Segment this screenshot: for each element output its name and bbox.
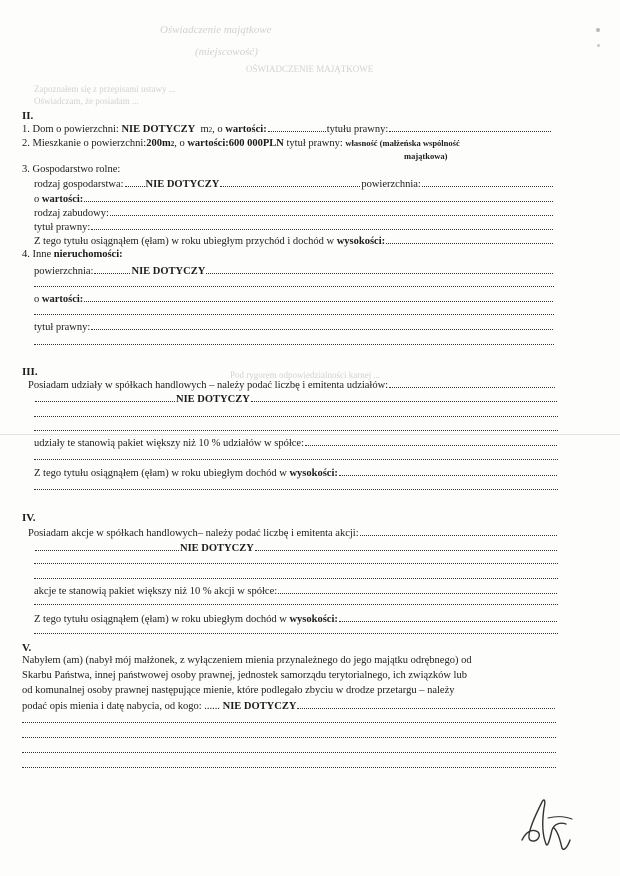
- section-heading-2: II.: [22, 110, 34, 122]
- blank-line: [34, 286, 554, 287]
- acquisition-text-line3: od komunalnej osoby prawnej następujące mienie, które podlegało zbyciu w drodze przetargu – należy: [22, 685, 455, 696]
- stocks-income-row: Z tego tytułu osiągnąłem (ęłam) w roku ubiegłym dochód w wysokości:: [34, 612, 558, 626]
- shares-question: Posiadam udziały w spółkach handlowych – należy podać liczbę i emitenta udziałów:: [28, 378, 556, 392]
- blank-line: [34, 459, 558, 460]
- blank-line: [22, 737, 556, 738]
- bleed-through-text: Zapoznałem się z przepisami ustawy ...: [34, 84, 176, 94]
- acquisition-text-line2: Skarbu Państwa, innej państwowej osoby prawnej, jednostek samorządu terytorialnego, ich związków lub: [22, 670, 467, 681]
- farm-buildings-row: rodzaj zabudowy:: [34, 206, 554, 220]
- blank-line: [34, 578, 558, 579]
- other-property-heading: 4. Inne nieruchomości:: [22, 249, 123, 260]
- other-property-area-row: powierzchnia: NIE DOTYCZY: [34, 264, 554, 278]
- bleed-through-text: Oświadczam, że posiadam ...: [34, 96, 139, 106]
- bleed-through-text: (miejscowość): [195, 46, 258, 58]
- bleed-through-text: Pod rygorem odpowiedzialności karnej ...: [230, 370, 381, 380]
- blank-line: [22, 752, 556, 753]
- section-heading-4: IV.: [22, 512, 36, 524]
- other-property-title-row: tytuł prawny:: [34, 320, 554, 334]
- blank-line: [34, 633, 558, 634]
- shares-10pct-row: udziały te stanowią pakiet większy niż 10 % udziałów w spółce:: [34, 436, 558, 450]
- blank-line: [34, 344, 554, 345]
- signature-icon: [512, 788, 582, 858]
- shares-answer-row: NIE DOTYCZY: [34, 392, 558, 406]
- blank-line: [34, 430, 558, 431]
- acquisition-text-line1: Nabyłem (am) (nabył mój małżonek, z wyłączeniem mienia przynależnego do jego majątku odrębnego) od: [22, 655, 472, 666]
- blank-line: [34, 604, 558, 605]
- shares-income-row: Z tego tytułu osiągnąłem (ęłam) w roku ubiegłym dochód w wysokości:: [34, 466, 558, 480]
- house-row: 1. Dom o powierzchni: NIE DOTYCZY m 2 , o wartości: tytułu prawny:: [22, 122, 552, 136]
- stocks-10pct-row: akcje te stanowią pakiet większy niż 10 % akcji w spółce:: [34, 584, 558, 598]
- blank-line: [22, 767, 556, 768]
- blank-line: [34, 563, 558, 564]
- farm-income-row: Z tego tytułu osiągnąłem (ęłam) w roku ubiegłym przychód i dochód w wysokości:: [34, 234, 554, 248]
- farm-heading: 3. Gospodarstwo rolne:: [22, 164, 121, 175]
- stocks-answer-row: NIE DOTYCZY: [34, 541, 558, 555]
- farm-title-row: tytuł prawny:: [34, 220, 554, 234]
- paper-mark: [597, 44, 600, 47]
- farm-value-row: o wartości:: [34, 192, 554, 206]
- section-heading-5: V.: [22, 642, 32, 654]
- blank-line: [34, 314, 554, 315]
- blank-line: [34, 416, 558, 417]
- blank-line: [34, 489, 558, 490]
- farm-type-row: rodzaj gospodarstwa: NIE DOTYCZY powierzchnia:: [34, 177, 554, 191]
- stocks-question: Posiadam akcje w spółkach handlowych– należy podać liczbę i emitenta akcji:: [28, 526, 558, 540]
- blank-line: [22, 722, 556, 723]
- paper-mark: [596, 28, 600, 32]
- paper-fold: [0, 434, 620, 435]
- apartment-title-cont: majątkowa): [404, 151, 448, 161]
- section-heading-3: III.: [22, 366, 38, 378]
- bleed-through-text: Oświadczenie majątkowe: [160, 24, 272, 36]
- bleed-through-text: OŚWIADCZENIE MAJĄTKOWE: [246, 64, 374, 74]
- acquisition-answer-row: podać opis mienia i datę nabycia, od kogo: ...... NIE DOTYCZY: [22, 699, 556, 713]
- apartment-row: 2. Mieszkanie o powierzchni: 200m 2 , o wartości:600 000PLN tytuł prawny: własność (małżeńska wspólność: [22, 138, 460, 149]
- other-property-value-row: o wartości:: [34, 292, 554, 306]
